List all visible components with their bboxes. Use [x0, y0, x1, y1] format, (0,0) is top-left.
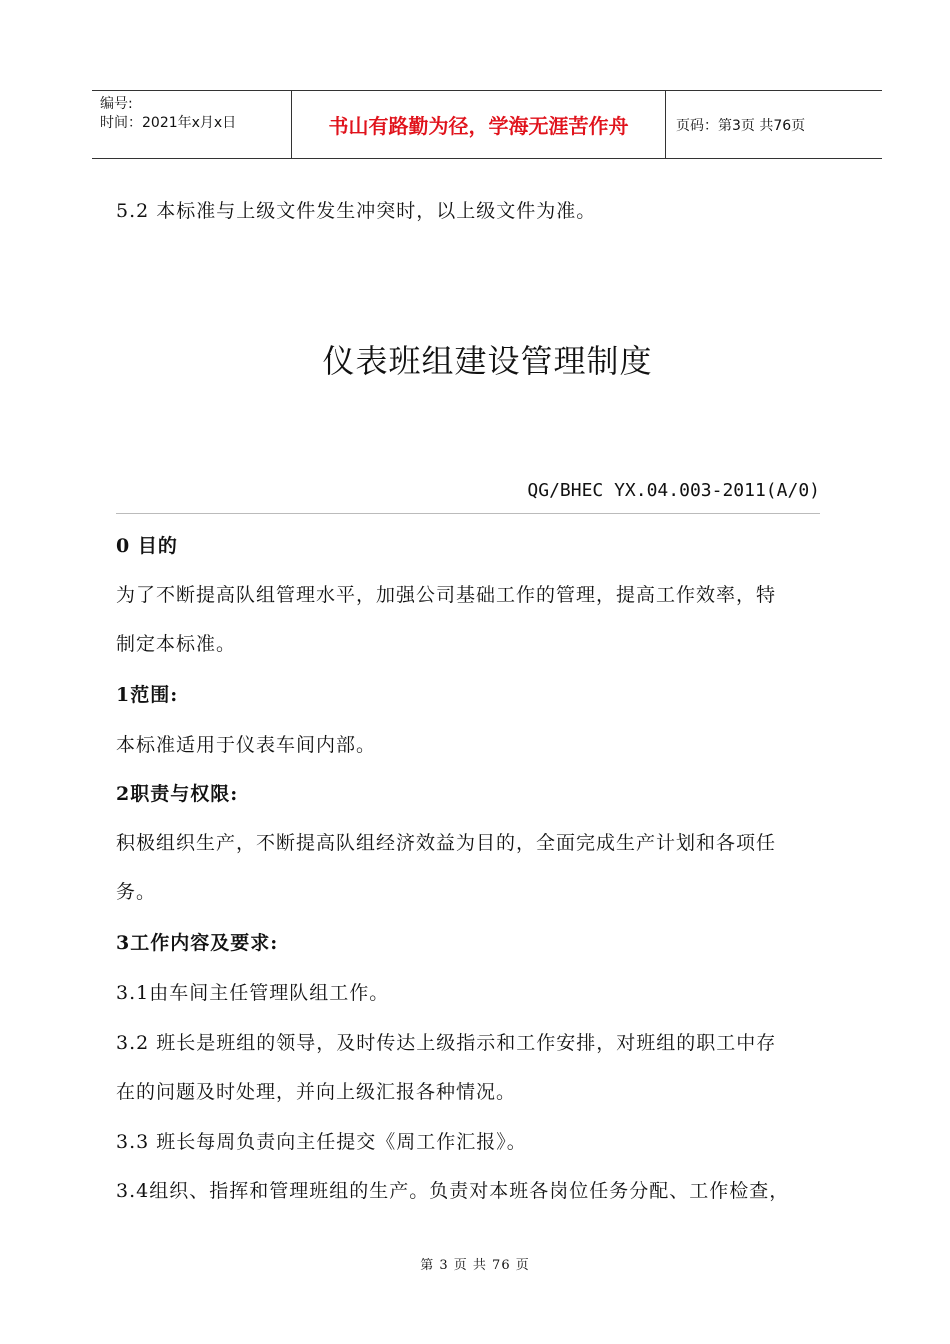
section-2-text-line-1: 积极组织生产，不断提高队组经济效益为目的，全面完成生产计划和各项任: [116, 832, 777, 854]
section-2-text-line-2: 务。: [116, 881, 157, 903]
section-3-heading: 3工作内容及要求:: [116, 932, 279, 954]
header-time-label: 时间：2021年x月x日: [100, 115, 237, 131]
header-meta: [92, 91, 292, 158]
page-footer: 第 3 页 共 76 页: [420, 1258, 530, 1273]
document-number: QG/BHEC YX.04.003-2011(A/0): [527, 480, 820, 501]
header-motto: 书山有路勤为径，学海无涯苦作舟: [292, 91, 666, 158]
section-0-heading: 0 目的: [116, 535, 178, 557]
section-0-text-line-1: 为了不断提高队组管理水平，加强公司基础工作的管理，提高工作效率，特: [116, 584, 777, 606]
clause-3-2-line-1: 3.2 班长是班组的领导，及时传达上级指示和工作安排，对班组的职工中存: [116, 1032, 777, 1054]
document-title: 仪表班组建设管理制度: [322, 342, 653, 380]
clause-3-2-line-2: 在的问题及时处理，并向上级汇报各种情况。: [116, 1081, 517, 1103]
preamble-clause: 5.2 本标准与上级文件发生冲突时，以上级文件为准。: [116, 200, 597, 222]
header-page-info: 页码：第3页 共76页: [676, 117, 806, 134]
section-1-heading: 1范围:: [116, 684, 179, 706]
section-0-text-line-2: 制定本标准。: [116, 633, 237, 655]
clause-3-1: 3.1由车间主任管理队组工作。: [116, 982, 390, 1004]
clause-3-4-line-1: 3.4组织、指挥和管理班组的生产。负责对本班各岗位任务分配、工作检查，: [116, 1180, 790, 1202]
section-1-text-line-1: 本标准适用于仪表车间内部。: [116, 734, 377, 756]
clause-3-3: 3.3 班长每周负责向主任提交《周工作汇报》。: [116, 1131, 527, 1153]
header-number-label: 编号:: [100, 96, 133, 112]
page-header: [92, 90, 882, 159]
section-2-heading: 2职责与权限:: [116, 783, 239, 805]
document-number-divider: [116, 513, 820, 514]
